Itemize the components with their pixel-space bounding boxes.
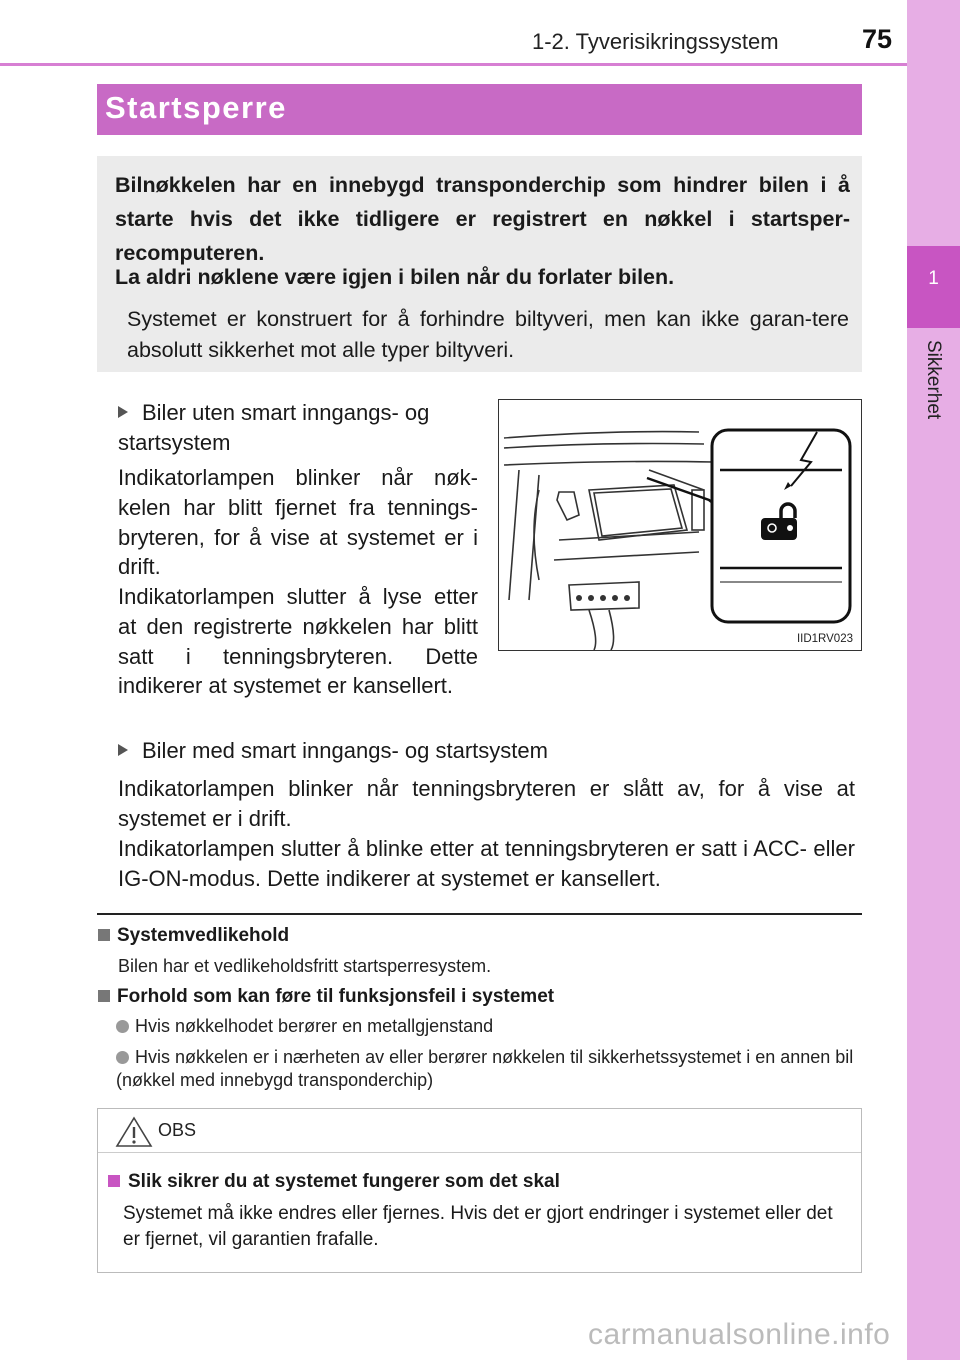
triangle-bullet-icon	[118, 744, 128, 756]
circle-bullet-icon	[116, 1020, 129, 1033]
note-malfunction-item-text: Hvis nøkkelhodet berører en metallgjenstand	[135, 1016, 494, 1036]
section2-heading-text: Biler med smart inngangs- og startsystem	[142, 738, 548, 763]
square-bullet-icon	[98, 990, 110, 1002]
note-malfunction-item	[116, 1046, 862, 1092]
intro-normal-text: Systemet er konstruert for å forhindre biltyveri, men kan ikke garan-tere absolutt sikkerhet mot alle typer biltyveri.	[127, 307, 849, 362]
section2-heading	[118, 738, 862, 764]
section1-paragraph1: Indikatorlampen blinker når nøk-kelen har blitt fjernet fra tennings-bryteren, for å vise at systemet er i drift.	[118, 465, 478, 580]
chapter-tab-strip	[907, 0, 960, 1360]
section2-paragraph2: Indikatorlampen slutter å blinke etter at tenningsbryteren er satt i ACC- eller IG-ON-modus. Dette indikerer at systemet er kansellert.	[118, 836, 855, 891]
intro-warning: La aldri nøklene være igjen i bilen når du forlater bilen.	[115, 265, 675, 289]
chapter-label	[912, 340, 952, 430]
circle-bullet-icon	[116, 1051, 129, 1064]
header-divider	[0, 63, 907, 66]
note-malfunction-title-text: Forhold som kan føre til funksjonsfeil i systemet	[117, 986, 555, 1007]
chapter-number: 1	[928, 268, 939, 289]
intro-box	[97, 156, 862, 372]
caution-text: Systemet må ikke endres eller fjernes. Hvis det er gjort endringer i systemet eller det er fjernet, vil garantien frafalle.	[123, 1203, 833, 1250]
section-divider	[97, 913, 862, 915]
square-bullet-icon	[108, 1175, 120, 1187]
section1-heading-text: Biler uten smart inngangs- og startsystem	[118, 400, 430, 455]
note-malfunction-item	[116, 1015, 493, 1038]
note-malfunction-item-text: Hvis nøkkelen er i nærheten av eller berører nøkkelen til sikkerhetssystemet i en annen bil (nøkkel med innebygd transponderchip)	[116, 1047, 854, 1090]
section1-heading	[118, 398, 478, 458]
page-title: Startsperre	[105, 90, 287, 125]
caution-label: OBS	[158, 1120, 197, 1140]
chapter-label-text: Sikkerhet	[923, 340, 944, 420]
section1-paragraph2: Indikatorlampen slutter å lyse etter at den registrerte nøkkelen har blitt satt i tenningsbryteren. Dette indikerer at systemet er kansellert.	[118, 584, 478, 699]
title-bar	[97, 84, 862, 135]
note-maintenance-title-text: Systemvedlikehold	[117, 925, 290, 946]
caution-box	[97, 1108, 862, 1273]
caution-subtitle	[108, 1171, 560, 1193]
dashboard-figure	[498, 399, 862, 651]
warning-triangle-icon	[114, 1115, 154, 1149]
section2-paragraph1: Indikatorlampen blinker når tenningsbryteren er slått av, for å vise at systemet er i drift.	[118, 776, 855, 831]
note-malfunction-title	[98, 986, 554, 1008]
dashboard-illustration	[499, 400, 861, 650]
watermark: carmanualsonline.info	[588, 1318, 891, 1351]
intro-bold-text: Bilnøkkelen har en innebygd transponderchip som hindrer bilen i å starte hvis det ikke tidligere er registrert en nøkkel i startsper-recomputeren.	[115, 173, 850, 265]
note-maintenance-text: Bilen har et vedlikeholdsfritt startsperresystem.	[118, 956, 492, 976]
square-bullet-icon	[98, 929, 110, 941]
caution-subtitle-text: Slik sikrer du at systemet fungerer som det skal	[128, 1171, 560, 1192]
page-number: 75	[861, 24, 892, 54]
section-label: 1-2. Tyverisikringssystem	[532, 29, 779, 54]
triangle-bullet-icon	[118, 406, 128, 418]
note-maintenance-title	[98, 925, 289, 947]
figure-code: IID1RV023	[796, 633, 853, 645]
caution-header	[98, 1109, 861, 1153]
